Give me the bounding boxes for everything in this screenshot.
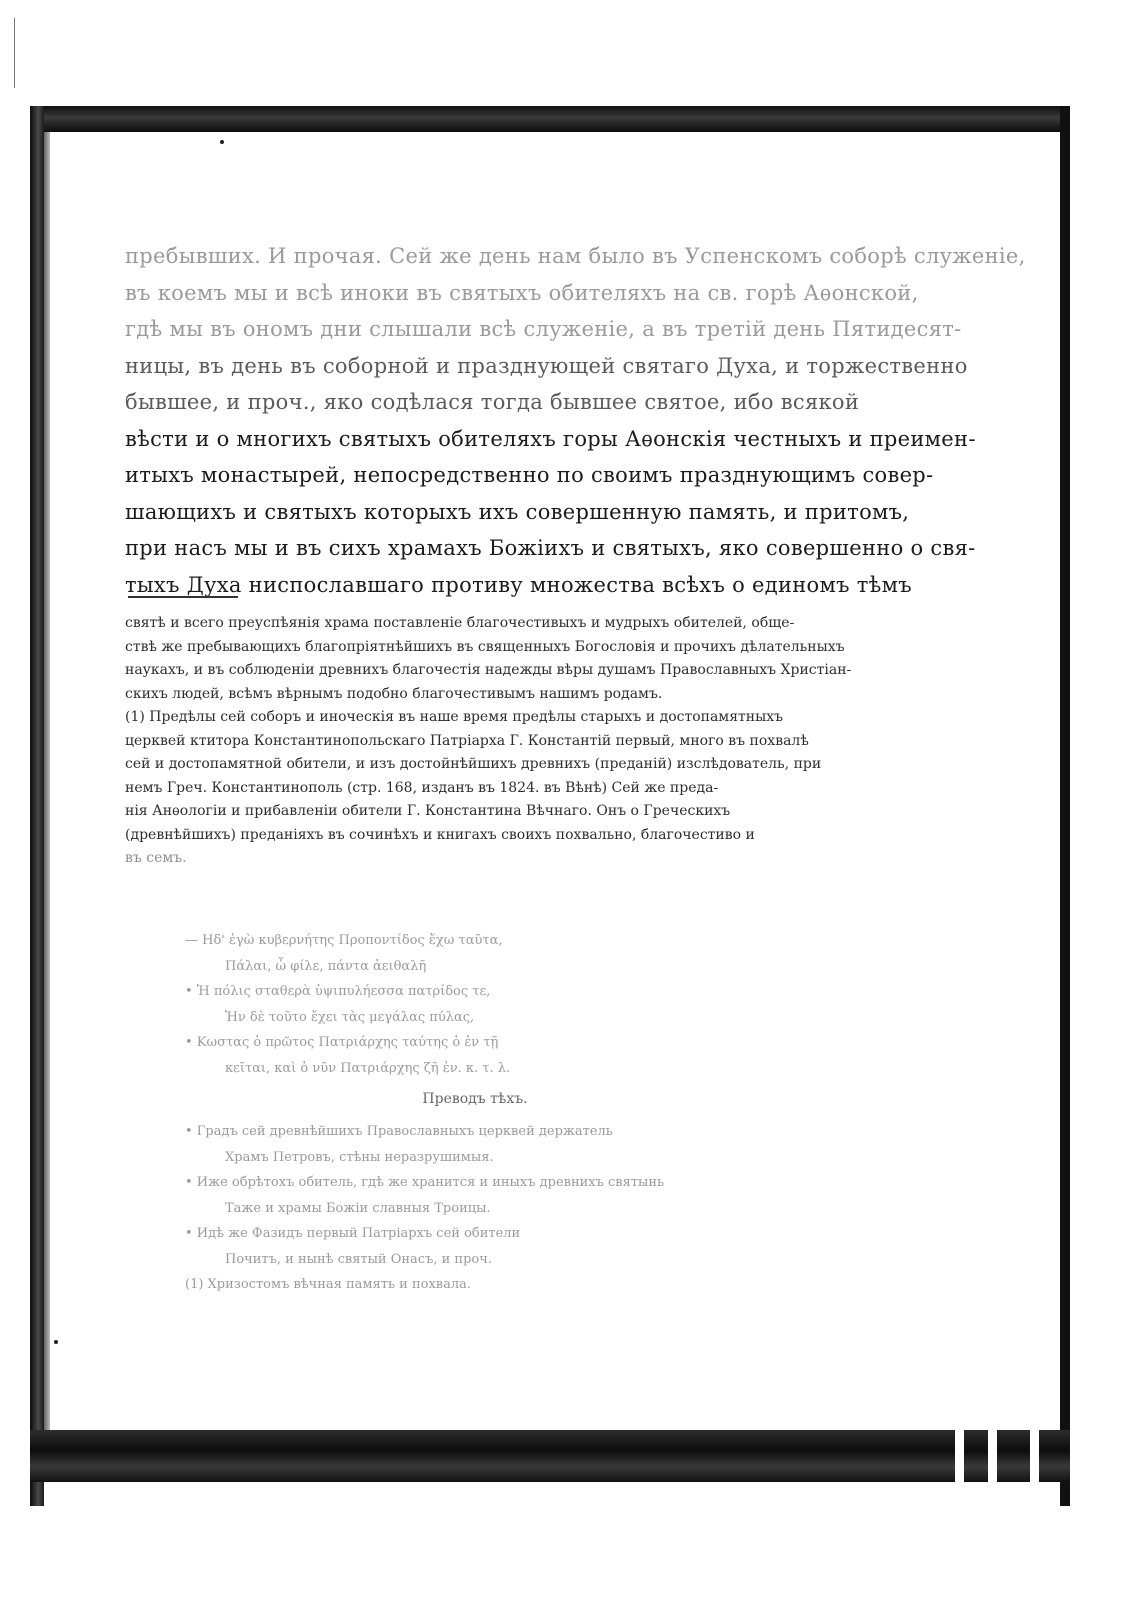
verse-translations (185, 1119, 885, 1298)
footnote-line: ствѣ же пребывающихъ благопріятнѣйшихъ въ священныхъ Богословія и прочихъ дѣлательныхъ (125, 638, 845, 655)
translation-line: (1) Хризостомъ вѣчная память и похвала. (185, 1277, 471, 1292)
scan-mark (1030, 1424, 1039, 1482)
scan-border-right (1060, 106, 1070, 1506)
scan-border-top (30, 106, 1070, 132)
text-line: при насъ мы и въ сихъ храмахъ Божіихъ и святыхъ, яко совершенно о свя- (125, 536, 976, 560)
footnote-line: церквей ктитора Константинопольскаго Патріарха Г. Константій первый, много въ похвалѣ (125, 732, 809, 749)
footnote-line: немъ Греч. Константинополь (стр. 168, изданъ въ 1824. въ Вѣнѣ) Сей же преда- (125, 779, 719, 796)
page-inner-edge (44, 132, 50, 1430)
translation-heading: Преводъ тѣхъ. (422, 1091, 528, 1107)
footnote-line: наукахъ, и въ соблюденіи древнихъ благочестія надежды вѣры душамъ Православныхъ Христіан- (125, 662, 852, 678)
translation-line: • Иже обрѣтохъ обитель, гдѣ же хранится и иныхъ древнихъ святынь (185, 1175, 665, 1190)
text-line: шающихъ и святыхъ которыхъ ихъ совершенную память, и притомъ, (125, 499, 910, 524)
footnote-line: скихъ людей, всѣмъ вѣрнымъ подобно благочестивымъ нашимъ родамъ. (125, 685, 663, 702)
ink-speck (54, 1340, 58, 1344)
text-line: бывшее, и проч., яко содѣлася тогда бывшее святое, ибо всякой (125, 390, 860, 414)
translation-line: Таже и храмы Божіи славныя Троицы. (225, 1200, 491, 1216)
scan-border-bottom (30, 1430, 1070, 1482)
translation-line: Храмъ Петровъ, стѣны неразрушимыя. (225, 1149, 494, 1165)
text-line: вѣсти и о многихъ святыхъ обителяхъ горы Аѳонскія честныхъ и преимен- (125, 426, 976, 451)
translation-line: • Градъ сей древнѣйшихъ Православныхъ церквей держатель (185, 1124, 613, 1139)
text-line: ницы, въ день въ соборной и празднующей святаго Духа, и торжественно (125, 353, 968, 378)
text-line: въ коемъ мы и всѣ иноки въ святыхъ обителяхъ на св. горѣ Аѳонской, (125, 280, 919, 305)
translation-line: Почитъ, и нынѣ святый Онасъ, и проч. (225, 1251, 492, 1267)
verse-line: • Ἡ πόλις σταθερὰ ὑψιπυλήεσσα πατρίδος τε, (185, 984, 491, 999)
scan-mark (955, 1424, 964, 1482)
footnote-line: (древнѣйшихъ) преданіяхъ въ сочинѣхъ и книгахъ своихъ похвально, благочестиво и (125, 826, 755, 843)
footnote-line: нія Анѳологіи и прибавленіи обители Г. Константина Вѣчнаго. Онъ о Греческихъ (125, 803, 731, 819)
verse-line: Ἡν δὲ τοῦτο ἔχει τὰς μεγάλας πύλας, (225, 1009, 475, 1025)
footnote-line: въ семъ. (125, 850, 187, 866)
scan-mark (988, 1424, 997, 1482)
verse-line: — Ηδ' ἐγὼ κυβερνήτης Προποντίδος ἔχω ταῦτα, (185, 933, 503, 948)
verse-line: κεῖται, καὶ ὁ νῦν Πατριάρχης ζῆ ἐν. κ. τ. λ. (225, 1060, 511, 1076)
footnotes-block (125, 612, 925, 871)
text-line: итыхъ монастырей, непосредственно по своимъ празднующимъ совер- (125, 463, 934, 487)
text-line: гдѣ мы въ ономъ дни слышали всѣ служеніе, а въ третій день Пятидесят- (125, 317, 962, 341)
verse-block (185, 928, 885, 1298)
verse-line: Πάλαι, ὦ φίλε, πάντα ἀειθαλῆ (225, 958, 427, 974)
footnote-line: святѣ и всего преуспѣянія храма поставленіе благочестивыхъ и мудрыхъ обителей, обще- (125, 615, 795, 631)
ink-speck (220, 140, 224, 144)
footnote-line: (1) Предѣлы сей соборъ и иноческія въ наше время предѣлы старыхъ и достопамятныхъ (125, 709, 784, 725)
translation-line: • Идѣ же Фазидъ первый Патріархъ сей обители (185, 1226, 521, 1241)
footnote-line: сей и достопамятной обители, и изъ достойнѣйшихъ древнихъ (преданій) изслѣдователь, при (125, 756, 822, 772)
text-line: тыхъ Духа ниспославшаго противу множества всѣхъ о единомъ тѣмъ (125, 572, 912, 597)
text-line: пребывших. И прочая. Сей же день нам было въ Успенскомъ соборѣ служеніе, (125, 244, 1026, 268)
verse-line: • Κωστας ὁ πρῶτος Πατριάρχης ταύτης ὁ ἐν τῇ (185, 1035, 499, 1050)
scan-border-left (30, 106, 44, 1506)
main-text-block (125, 238, 1026, 603)
scan-edge-mark (14, 18, 15, 88)
greek-verses (185, 928, 885, 1081)
footnote-divider (128, 596, 238, 598)
